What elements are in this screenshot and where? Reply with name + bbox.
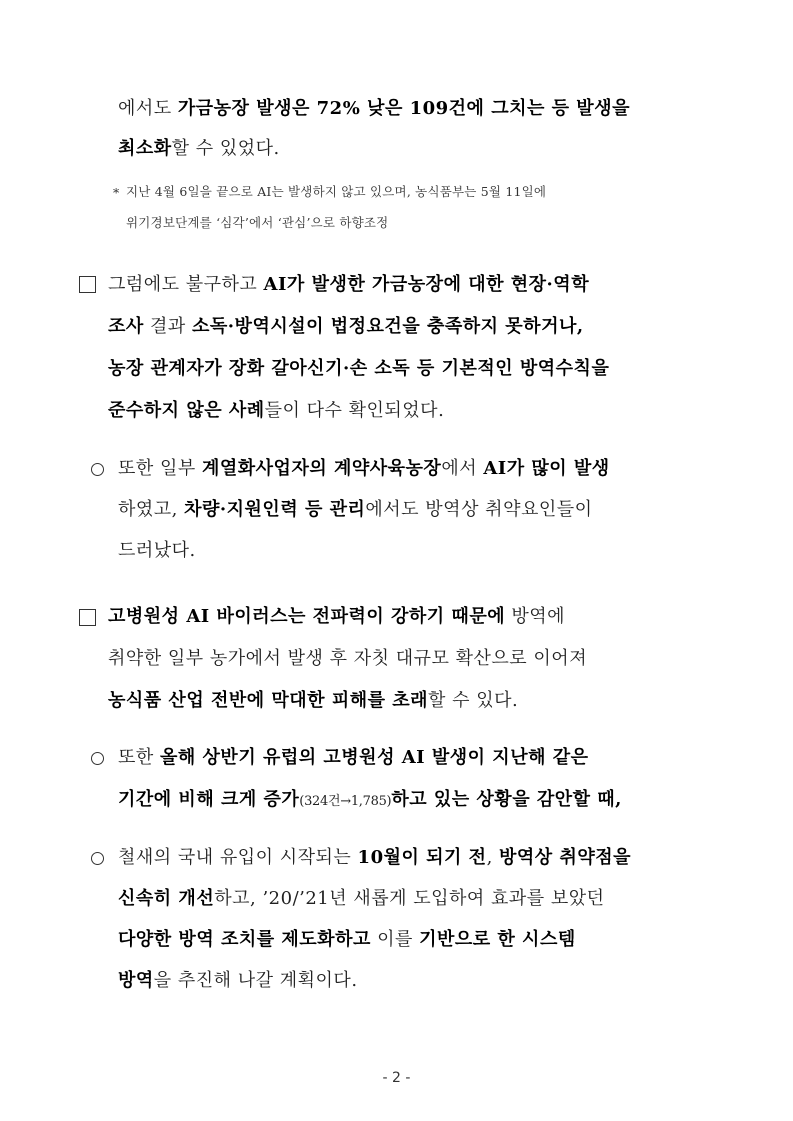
section2-sub2-line-2 [118, 886, 605, 912]
footnote-marker: * [113, 185, 120, 200]
text: 그럼에도 불구하고 [108, 274, 264, 295]
text: 철새의 국내 유입이 시작되는 [118, 847, 358, 868]
bold-text: 소독·방역시설이 법정요건을 충족하지 못하거나, [192, 316, 584, 337]
section2-sub2-line-3 [118, 927, 576, 953]
continuation-line-1 [118, 96, 630, 122]
text: 방역에 [505, 606, 565, 627]
section2-line-2 [108, 646, 587, 672]
bold-text: 고병원성 AI 바이러스는 전파력이 강하기 때문에 [108, 606, 506, 627]
page-number: - 2 - [382, 1070, 411, 1086]
section1-sub1-line-1 [118, 456, 610, 482]
section2-sub2-line-1 [118, 845, 631, 871]
small-text: (324건→1,785) [299, 794, 392, 809]
text: 할 수 있었다. [171, 138, 280, 159]
bold-text: 준수하지 않은 사례 [108, 400, 265, 421]
bold-text: 가금농장 발생은 72% 낮은 109건에 그치는 등 발생을 [177, 98, 630, 119]
bold-text: 조사 [108, 316, 144, 337]
section1-line-3 [108, 356, 609, 382]
text: 또한 일부 [118, 458, 202, 479]
section1-sub1-line-3 [118, 538, 196, 564]
bold-text: 농식품 산업 전반에 막대한 피해를 초래 [108, 690, 429, 711]
footnote-line-1 [126, 183, 546, 201]
bold-text: 올해 상반기 유럽의 고병원성 AI 발생이 지난해 같은 [160, 747, 589, 768]
section1-sub1-line-2 [118, 497, 593, 523]
section1-line-1 [108, 272, 589, 298]
continuation-line-2 [118, 136, 280, 162]
sub-bullet-circle-icon [91, 852, 104, 865]
bold-text: 10월이 되기 전 [357, 847, 487, 868]
bold-text: 기간에 비해 크게 증가 [118, 789, 300, 810]
section2-line-3 [108, 688, 518, 714]
footnote-star [113, 184, 119, 202]
section2-line-1 [108, 604, 565, 630]
text: , [486, 847, 500, 868]
text: 에서도 [118, 98, 178, 119]
text: 들이 다수 확인되었다. [264, 400, 445, 421]
sub-bullet-circle-icon [91, 752, 104, 765]
text: 할 수 있다. [428, 690, 519, 711]
section-bullet-square-icon [79, 609, 96, 626]
text: 이를 [370, 929, 420, 950]
text: 하였고, [118, 499, 185, 520]
footnote-text: 위기경보단계를 ‘심각’에서 ‘관심’으로 하향조정 [126, 215, 389, 230]
text: 에서 [441, 458, 484, 479]
bold-text: 계열화사업자의 계약사육농장 [202, 458, 442, 479]
bold-text: 기반으로 한 시스템 [419, 929, 576, 950]
sub-bullet-circle-icon [91, 463, 104, 476]
footnote-text: 지난 4월 6일을 끝으로 AI는 발생하지 않고 있으며, 농식품부는 5월 11일에 [126, 184, 547, 199]
text: 결과 [143, 316, 193, 337]
text: 또한 [118, 747, 160, 768]
bold-text: AI가 많이 발생 [483, 458, 610, 479]
bold-text: 신속히 개선 [118, 888, 215, 909]
bold-text: 하고 있는 상황을 감안할 때, [391, 789, 622, 810]
bold-text: 다양한 방역 조치를 제도화하고 [118, 929, 371, 950]
section1-line-2 [108, 314, 584, 340]
bold-text: 최소화 [118, 138, 172, 159]
section1-line-4 [108, 398, 444, 424]
bold-text: AI가 발생한 가금농장에 대한 현장·역학 [263, 274, 590, 295]
bold-text: 차량·지원인력 등 관리 [184, 499, 366, 520]
section2-sub2-line-4 [118, 968, 358, 994]
bold-text: 방역 [118, 970, 154, 991]
section-bullet-square-icon [79, 276, 96, 293]
text: 취약한 일부 농가에서 발생 후 자칫 대규모 확산으로 이어져 [108, 648, 588, 669]
text: 하고, ’20/’21년 새롭게 도입하여 효과를 보았던 [214, 888, 605, 909]
text: 에서도 방역상 취약요인들이 [365, 499, 593, 520]
text: 을 추진해 나갈 계획이다. [153, 970, 358, 991]
text: 드러났다. [118, 540, 196, 561]
bold-text: 방역상 취약점을 [499, 847, 632, 868]
footnote-line-2 [126, 214, 388, 232]
bold-text: 농장 관계자가 장화 갈아신기·손 소독 등 기본적인 방역수칙을 [108, 358, 610, 379]
section2-sub1-line-2 [118, 787, 622, 815]
section2-sub1-line-1 [118, 745, 589, 771]
